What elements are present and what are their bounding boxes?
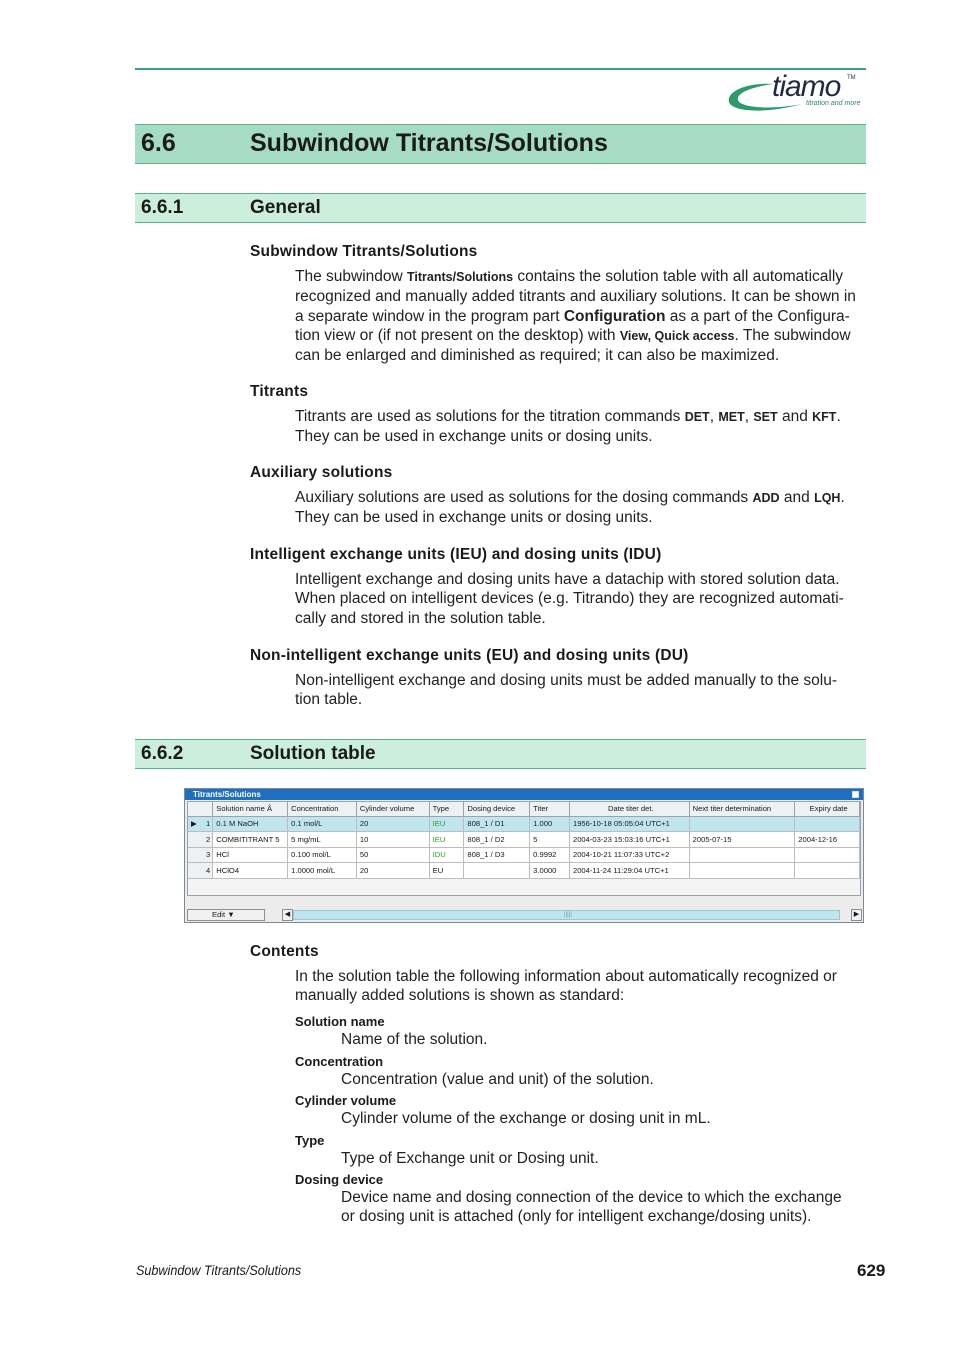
- text-run: and: [777, 408, 813, 425]
- cell-expiry: [795, 847, 860, 863]
- empty-cell: [530, 878, 570, 894]
- paragraph-line: [295, 570, 863, 589]
- text-run: cally and stored in the solution table.: [295, 609, 546, 627]
- row-header: [188, 816, 213, 832]
- cell-vol: 20: [356, 863, 429, 879]
- table-row[interactable]: [188, 816, 860, 832]
- bold-term: Configuration: [563, 307, 666, 325]
- paragraph-line: manually added solutions is shown as standard:: [295, 987, 625, 1005]
- cell-expiry: [795, 863, 860, 879]
- cell-name: HCl: [213, 847, 288, 863]
- column-header[interactable]: Next titer determination: [689, 802, 795, 816]
- command-name: MET: [718, 410, 745, 424]
- row-number: 3: [206, 850, 211, 860]
- block-paragraph: [295, 488, 863, 528]
- column-header[interactable]: Titer: [530, 802, 570, 816]
- text-run: . The subwindow: [734, 326, 851, 344]
- command-name: SET: [753, 410, 778, 424]
- scroll-right-button[interactable]: ▶: [851, 909, 862, 921]
- solution-table: [188, 802, 860, 896]
- logo-trademark: TM: [847, 75, 856, 81]
- text-run: The subwindow: [295, 268, 408, 285]
- term-definition: [341, 1070, 861, 1089]
- section-heading: [135, 124, 866, 164]
- subsection-title: General: [250, 197, 321, 218]
- text-run: .: [840, 489, 845, 506]
- cell-date: 2004-11-24 11:29:04 UTC+1: [569, 863, 689, 879]
- subsection-number: 6.6.1: [141, 197, 184, 218]
- empty-cell: [464, 894, 530, 897]
- contents-intro: [295, 967, 863, 1006]
- cell-titer: 5: [530, 832, 570, 848]
- cell-titer: 3.0000: [530, 863, 570, 879]
- empty-cell: [795, 894, 860, 897]
- cell-next: 2005-07-15: [689, 832, 795, 848]
- solution-grid: [187, 801, 861, 896]
- text-run: They can be used in exchange units or dosing units.: [295, 509, 653, 527]
- block-heading: Intelligent exchange units (IEU) and dosing units (IDU): [250, 546, 662, 563]
- maximize-icon[interactable]: [852, 791, 859, 798]
- window-footer: [187, 909, 863, 921]
- cell-next: [689, 847, 795, 863]
- definition-line: Name of the solution.: [341, 1031, 488, 1048]
- empty-cell: [530, 894, 570, 897]
- row-number: 2: [206, 834, 211, 844]
- block-heading: Auxiliary solutions: [250, 464, 393, 481]
- text-run: They can be used in exchange units or dosing units.: [295, 428, 653, 446]
- row-number: 1: [206, 819, 211, 829]
- scroll-grip-icon: |||||: [564, 912, 572, 918]
- command-name: LQH: [814, 491, 841, 505]
- cell-date: 2004-03-23 15:03:16 UTC+1: [569, 832, 689, 848]
- cell-vol: 20: [356, 816, 429, 832]
- empty-cell: [188, 894, 213, 897]
- paragraph-line: [295, 346, 863, 365]
- table-row[interactable]: [188, 832, 860, 848]
- block-paragraph: [295, 407, 863, 447]
- definition-line: Device name and dosing connection of the device to which the exchange: [341, 1189, 842, 1206]
- cell-device: 808_1 / D2: [464, 832, 530, 848]
- paragraph-line: [295, 488, 863, 508]
- logo-tagline: titration and more: [806, 100, 861, 107]
- row-header: [188, 847, 213, 863]
- term-label: Cylinder volume: [295, 1093, 397, 1108]
- paragraph-line: [295, 690, 863, 709]
- paragraph-line: [295, 307, 863, 326]
- scroll-left-button[interactable]: ◀: [282, 909, 293, 921]
- text-run: tion view or (if not present on the desktop) with: [295, 326, 620, 344]
- column-header[interactable]: Solution name Â: [213, 802, 288, 816]
- text-run: contains the solution table with all automatically: [513, 268, 844, 285]
- empty-cell: [464, 878, 530, 894]
- empty-cell: [689, 878, 795, 894]
- cell-name: COMBITITRANT 5: [213, 832, 288, 848]
- term-definition: [341, 1188, 861, 1227]
- titrants-solutions-window: [184, 788, 864, 923]
- tiamo-logo: [726, 70, 866, 116]
- cell-conc: 0.100 mol/L: [288, 847, 357, 863]
- text-run: can be enlarged and diminished as required; it can also be maximized.: [295, 347, 780, 365]
- text-run: When placed on intelligent devices (e.g. Titrando) they are recognized automati-: [295, 590, 844, 608]
- definition-line: Concentration (value and unit) of the solution.: [341, 1071, 654, 1088]
- text-run: ,: [709, 408, 719, 425]
- subsection-heading-general: [135, 193, 866, 223]
- column-header[interactable]: Date titer det.: [569, 802, 689, 816]
- section-title: Subwindow Titrants/Solutions: [250, 129, 608, 157]
- cell-name: HClO4: [213, 863, 288, 879]
- text-run: .: [836, 408, 841, 425]
- block-paragraph: [295, 267, 863, 365]
- paragraph-line: [295, 671, 863, 690]
- cell-type: IEU: [429, 832, 464, 848]
- cell-device: 808_1 / D3: [464, 847, 530, 863]
- command-name: ADD: [752, 491, 780, 505]
- empty-cell: [569, 894, 689, 897]
- paragraph-line: [295, 267, 863, 287]
- cell-type: IDU: [429, 847, 464, 863]
- text-run: Intelligent exchange and dosing units have a datachip with stored solution data.: [295, 571, 840, 588]
- column-header[interactable]: Type: [429, 802, 464, 816]
- cell-vol: 50: [356, 847, 429, 863]
- text-run: ,: [744, 408, 754, 425]
- cell-type: EU: [429, 863, 464, 879]
- column-header[interactable]: Dosing device: [464, 802, 530, 816]
- dropdown-arrow-icon: ▼: [227, 910, 235, 919]
- row-marker-icon: ▶: [191, 819, 197, 829]
- cell-next: [689, 816, 795, 832]
- paragraph-line: [295, 287, 863, 306]
- block-paragraph: [295, 570, 863, 628]
- term-label: Dosing device: [295, 1172, 384, 1187]
- cell-conc: 0.1 mol/L: [288, 816, 357, 832]
- cell-type: IEU: [429, 816, 464, 832]
- definition-line: or dosing unit is attached (only for intelligent exchange/dosing units).: [341, 1208, 812, 1226]
- empty-cell: [213, 894, 288, 897]
- edit-label: Edit: [212, 910, 226, 919]
- command-name: View, Quick access: [619, 328, 735, 343]
- command-name: DET: [684, 410, 710, 424]
- empty-row: [188, 894, 860, 897]
- definition-line: Type of Exchange unit or Dosing unit.: [341, 1150, 599, 1167]
- cell-device: [464, 863, 530, 879]
- term-definition: [341, 1149, 861, 1168]
- table-row[interactable]: [188, 863, 860, 879]
- cell-expiry: 2004-12-16: [795, 832, 860, 848]
- term-definition: [341, 1030, 861, 1049]
- cell-next: [689, 863, 795, 879]
- empty-cell: [288, 894, 357, 897]
- row-header: [188, 863, 213, 879]
- cell-date: 2004-10-21 11:07:33 UTC+2: [569, 847, 689, 863]
- footer-title: Subwindow Titrants/Solutions: [136, 1262, 302, 1278]
- paragraph-line: In the solution table the following information about automatically recognized or: [295, 968, 837, 985]
- window-titlebar[interactable]: [185, 789, 863, 800]
- subsection-heading-solution-table: [135, 739, 866, 769]
- paragraph-line: [295, 609, 863, 628]
- definition-line: Cylinder volume of the exchange or dosing unit in mL.: [341, 1110, 711, 1127]
- page-number: 629: [857, 1261, 886, 1280]
- column-header[interactable]: Expiry date: [795, 802, 860, 816]
- paragraph-line: [295, 326, 863, 346]
- cell-date: 1956-10-18 05:05:04 UTC+1: [569, 816, 689, 832]
- column-header[interactable]: Concentration: [288, 802, 357, 816]
- empty-row: [188, 878, 860, 894]
- column-header[interactable]: [188, 802, 213, 816]
- command-name: KFT: [812, 410, 837, 424]
- empty-cell: [356, 894, 429, 897]
- contents-heading: Contents: [250, 943, 319, 960]
- text-run: as a part of the Configura-: [665, 307, 850, 325]
- text-run: Titrants are used as solutions for the titration commands: [295, 408, 685, 425]
- cell-titer: 1.000: [530, 816, 570, 832]
- block-paragraph: [295, 671, 863, 710]
- logo-word: tiamo: [772, 70, 841, 103]
- block-heading: Subwindow Titrants/Solutions: [250, 243, 478, 260]
- window-title: Titrants/Solutions: [193, 790, 261, 799]
- empty-cell: [429, 894, 464, 897]
- term-label: Concentration: [295, 1054, 384, 1069]
- text-run: Auxiliary solutions are used as solutions for the dosing commands: [295, 489, 753, 506]
- empty-cell: [795, 878, 860, 894]
- block-heading: Titrants: [250, 383, 309, 400]
- text-run: recognized and manually added titrants and auxiliary solutions. It can be shown in: [295, 288, 856, 306]
- command-name: Titrants/Solutions: [407, 270, 514, 284]
- cell-name: 0.1 M NaOH: [213, 816, 288, 832]
- paragraph-line: [295, 508, 863, 527]
- empty-cell: [689, 894, 795, 897]
- cell-conc: 1.0000 mol/L: [288, 863, 357, 879]
- term-label: Type: [295, 1133, 325, 1148]
- cell-expiry: [795, 816, 860, 832]
- subsection-title: Solution table: [250, 743, 376, 764]
- text-run: tion table.: [295, 691, 363, 709]
- row-number: 4: [206, 865, 211, 875]
- empty-cell: [356, 878, 429, 894]
- empty-cell: [569, 878, 689, 894]
- paragraph-line: [295, 589, 863, 608]
- text-run: Non-intelligent exchange and dosing units must be added manually to the solu-: [295, 672, 837, 689]
- term-label: Solution name: [295, 1014, 385, 1029]
- horizontal-scrollbar[interactable]: [293, 910, 840, 920]
- term-definition: [341, 1109, 861, 1128]
- paragraph-line: [295, 407, 863, 427]
- row-header: [188, 832, 213, 848]
- block-heading: Non-intelligent exchange units (EU) and dosing units (DU): [250, 647, 689, 664]
- empty-cell: [188, 878, 213, 894]
- edit-button[interactable]: [187, 909, 265, 921]
- empty-cell: [429, 878, 464, 894]
- empty-cell: [213, 878, 288, 894]
- text-run: and: [779, 489, 815, 506]
- cell-titer: 0.9992: [530, 847, 570, 863]
- cell-conc: 5 mg/mL: [288, 832, 357, 848]
- paragraph-line: [295, 427, 863, 446]
- section-number: 6.6: [141, 129, 176, 157]
- cell-device: 808_1 / D1: [464, 816, 530, 832]
- text-run: a separate window in the program part: [295, 307, 564, 325]
- subsection-number: 6.6.2: [141, 743, 184, 764]
- table-row[interactable]: [188, 847, 860, 863]
- column-header[interactable]: Cylinder volume: [356, 802, 429, 816]
- cell-vol: 10: [356, 832, 429, 848]
- empty-cell: [288, 878, 357, 894]
